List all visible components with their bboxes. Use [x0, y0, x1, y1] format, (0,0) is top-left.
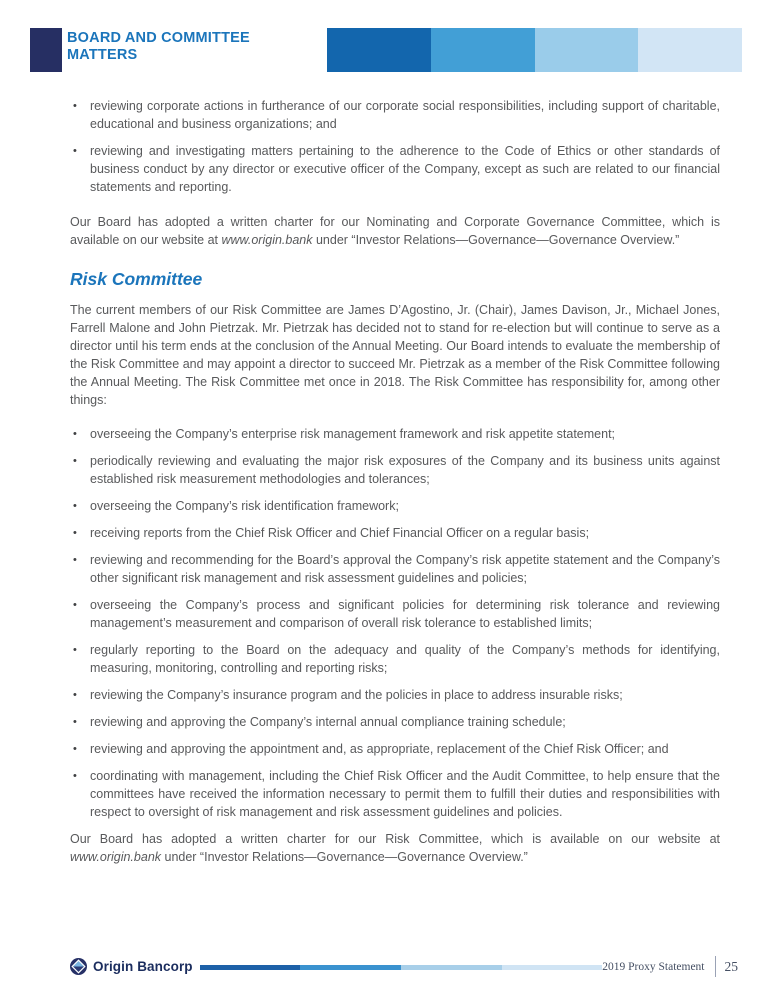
paragraph-text: under “Investor Relations—Governance—Governance Overview.”: [312, 233, 680, 247]
brand-lockup: [70, 958, 193, 975]
header-bar-segment-2: [431, 28, 535, 72]
list-item: • reviewing the Company’s insurance program and the policies in place to address insurable risks;: [70, 686, 720, 704]
risk-bullet-list: [70, 425, 720, 821]
nominating-bullet-list: [70, 97, 720, 196]
header-bar-segment-4: [638, 28, 742, 72]
header-bar: [327, 28, 742, 72]
website-url: www.origin.bank: [70, 850, 162, 864]
risk-charter-paragraph: [70, 830, 720, 866]
page-footer: [70, 956, 738, 977]
section-header-square: [30, 28, 62, 72]
section-header-line2: MATTERS: [67, 47, 138, 63]
list-item: • reviewing and recommending for the Board’s approval the Company’s risk appetite statement and the Company’s other significant risk management and risk assessment guidelines and policies;: [70, 551, 720, 587]
list-item: • reviewing and approving the Company’s internal annual compliance training schedule;: [70, 713, 720, 731]
list-item: • periodically reviewing and evaluating the major risk exposures of the Company and its business units against established risk measurement methodologies and tolerances;: [70, 452, 720, 488]
list-item: • regularly reporting to the Board on the adequacy and quality of the Company’s methods for identifying, measuring, monitoring, controlling and reporting risks;: [70, 641, 720, 677]
list-item: • overseeing the Company’s enterprise risk management framework and risk appetite statement;: [70, 425, 720, 443]
page-number: 25: [724, 958, 738, 974]
list-item: • overseeing the Company’s process and significant policies for determining risk tolerance and reviewing management’s measurement and comparison of overall risk tolerance to established limits;: [70, 596, 720, 632]
brand-name: Origin Bancorp: [93, 959, 193, 974]
section-header-title: [67, 30, 250, 64]
footer-bar-segment-1: [200, 965, 301, 970]
website-url: www.origin.bank: [221, 233, 313, 247]
document-title: 2019 Proxy Statement: [602, 960, 705, 973]
footer-bar-segment-4: [502, 965, 603, 970]
paragraph-text: Our Board has adopted a written charter for our Nominating and Corporate Governance Committee, which is available on our website at: [70, 215, 720, 247]
list-item: • overseeing the Company’s risk identification framework;: [70, 497, 720, 515]
list-item: • reviewing and investigating matters pertaining to the adherence to the Code of Ethics or other standards of business conduct by any director or executive officer of the Company, except as such are related to our financial statements and reporting.: [70, 142, 720, 196]
header-bar-segment-1: [327, 28, 431, 72]
footer-meta: [602, 956, 738, 977]
page-body: [70, 97, 720, 866]
risk-committee-intro: The current members of our Risk Committee are James D’Agostino, Jr. (Chair), James Davison, Jr., Michael Jones, Farrell Malone and John Pietrzak. Mr. Pietrzak has decided not to stand for re-election but will continue to serve as a director until his term ends at the conclusion of the Annual Meeting. Our Board intends to evaluate the membership of the Risk Committee and may appoint a director to succeed Mr. Pietrzak as a member of the Risk Committee following the Annual Meeting. The Risk Committee met once in 2018. The Risk Committee has responsibility for, among other things:: [70, 303, 720, 407]
footer-divider: [715, 956, 716, 977]
risk-committee-heading: Risk Committee: [70, 269, 203, 289]
list-item: • reviewing corporate actions in furtherance of our corporate social responsibilities, including support of charitable, educational and business organizations; and: [70, 97, 720, 133]
nominating-charter-paragraph: [70, 213, 720, 249]
list-item: • reviewing and approving the appointment and, as appropriate, replacement of the Chief Risk Officer; and: [70, 740, 720, 758]
origin-bancorp-logo-icon: [70, 958, 87, 975]
footer-bar: [200, 965, 603, 970]
paragraph-text: Our Board has adopted a written charter for our Risk Committee, which is available on our website at: [70, 832, 720, 846]
list-item: • coordinating with management, including the Chief Risk Officer and the Audit Committee, to help ensure that the committees have received the information necessary to permit them to fulfill their duties and responsibilities with respect to oversight of risk management and risk assessment guidelines and policies.: [70, 767, 720, 821]
list-item: • receiving reports from the Chief Risk Officer and Chief Financial Officer on a regular basis;: [70, 524, 720, 542]
paragraph-text: under “Investor Relations—Governance—Governance Overview.”: [161, 850, 528, 864]
header-bar-segment-3: [535, 28, 639, 72]
section-header-line1: BOARD AND COMMITTEE: [67, 30, 250, 46]
footer-bar-segment-2: [300, 965, 401, 970]
footer-bar-segment-3: [401, 965, 502, 970]
